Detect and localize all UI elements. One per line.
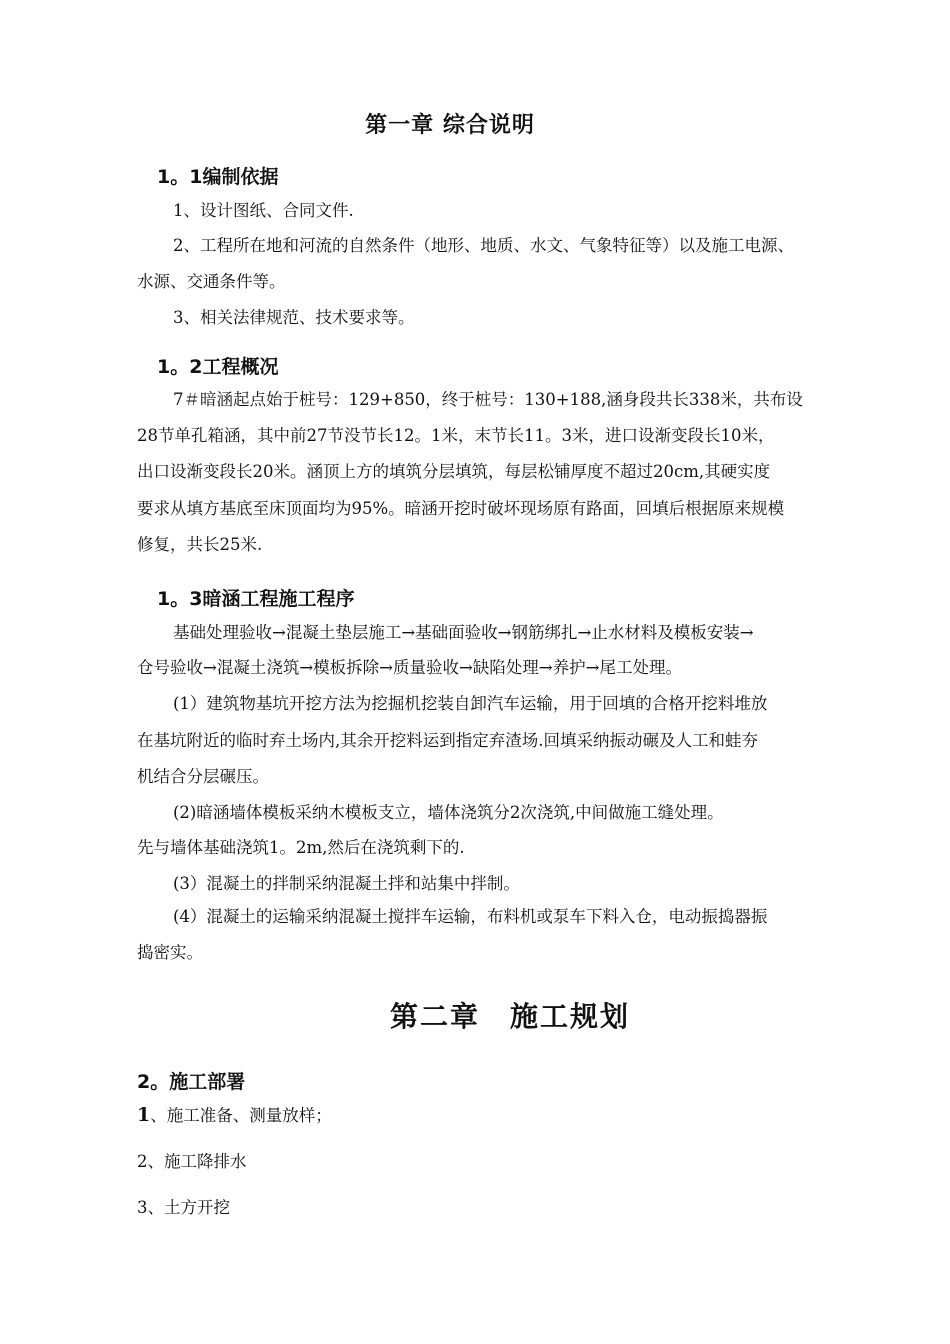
section-1-3-heading: 1。3暗涵工程施工程序	[157, 588, 355, 610]
paragraph-line: (2)暗涵墙体模板采纳木模板支立，墙体浇筑分2次浇筑,中间做施工缝处理。	[173, 803, 724, 822]
paragraph-line: 在基坑附近的临时弃土场内,其余开挖料运到指定弃渣场.回填采纳振动碾及人工和蛙夯	[137, 731, 758, 750]
paragraph-line: 基础处理验收→混凝土垫层施工→基础面验收→钢筋绑扎→止水材料及模板安装→	[173, 623, 754, 642]
list-item	[137, 1150, 247, 1174]
chapter-2-title: 第二章 施工规划	[389, 1000, 630, 1033]
paragraph-line: 出口设渐变段长20米。涵顶上方的填筑分层填筑，每层松铺厚度不超过20cm,其硬实度	[137, 462, 771, 481]
paragraph-line: (4）混凝土的运输采纳混凝土搅拌车运输，布料机或泵车下料入仓，电动振捣器振	[173, 907, 768, 926]
section-1-1-heading: 1。1编制依据	[157, 166, 279, 188]
section-1-2-heading: 1。2工程概况	[157, 356, 279, 378]
paragraph-line: 水源、交通条件等。	[137, 272, 286, 291]
paragraph-line: 修复，共长25米.	[137, 535, 263, 554]
section-2-heading: 2。施工部署	[137, 1071, 246, 1093]
list-item-text: 、施工准备、测量放样；	[150, 1106, 332, 1125]
paragraph-line: (3）混凝土的拌制采纳混凝土拌和站集中拌制。	[173, 874, 520, 893]
paragraph-line: 2、工程所在地和河流的自然条件（地形、地质、水文、气象特征等）以及施工电源、	[173, 236, 794, 255]
paragraph-line: 要求从填方基底至床顶面均为95%。暗涵开挖时破坏现场原有路面，回填后根据原来规模	[137, 499, 785, 518]
paragraph-line: 3、相关法律规范、技术要求等。	[173, 308, 415, 327]
paragraph-line: 7＃暗涵起点始于桩号：129+850，终于桩号：130+188,涵身段共长338米，共布设	[173, 390, 803, 409]
list-item	[137, 1196, 230, 1220]
list-item-text: 2、施工降排水	[137, 1152, 247, 1171]
paragraph-line: 1、设计图纸、合同文件.	[173, 201, 354, 220]
paragraph-line: (1）建筑物基坑开挖方法为挖掘机挖装自卸汽车运输，用于回填的合格开挖料堆放	[173, 694, 768, 713]
paragraph-line: 28节单孔箱涵，其中前27节没节长12。1米，末节长11。3米，进口设渐变段长10米，	[137, 426, 775, 445]
paragraph-line: 先与墙体基础浇筑1。2m,然后在浇筑剩下的.	[137, 838, 465, 857]
list-item	[137, 1103, 332, 1128]
list-item-number: 1	[137, 1104, 151, 1126]
chapter-1-title: 第一章 综合说明	[365, 113, 535, 138]
list-item-text: 3、土方开挖	[137, 1198, 230, 1217]
paragraph-line: 仓号验收→混凝土浇筑→模板拆除→质量验收→缺陷处理→养护→尾工处理。	[137, 658, 682, 677]
paragraph-line: 机结合分层碾压。	[137, 767, 269, 786]
paragraph-line: 捣密实。	[137, 943, 203, 962]
